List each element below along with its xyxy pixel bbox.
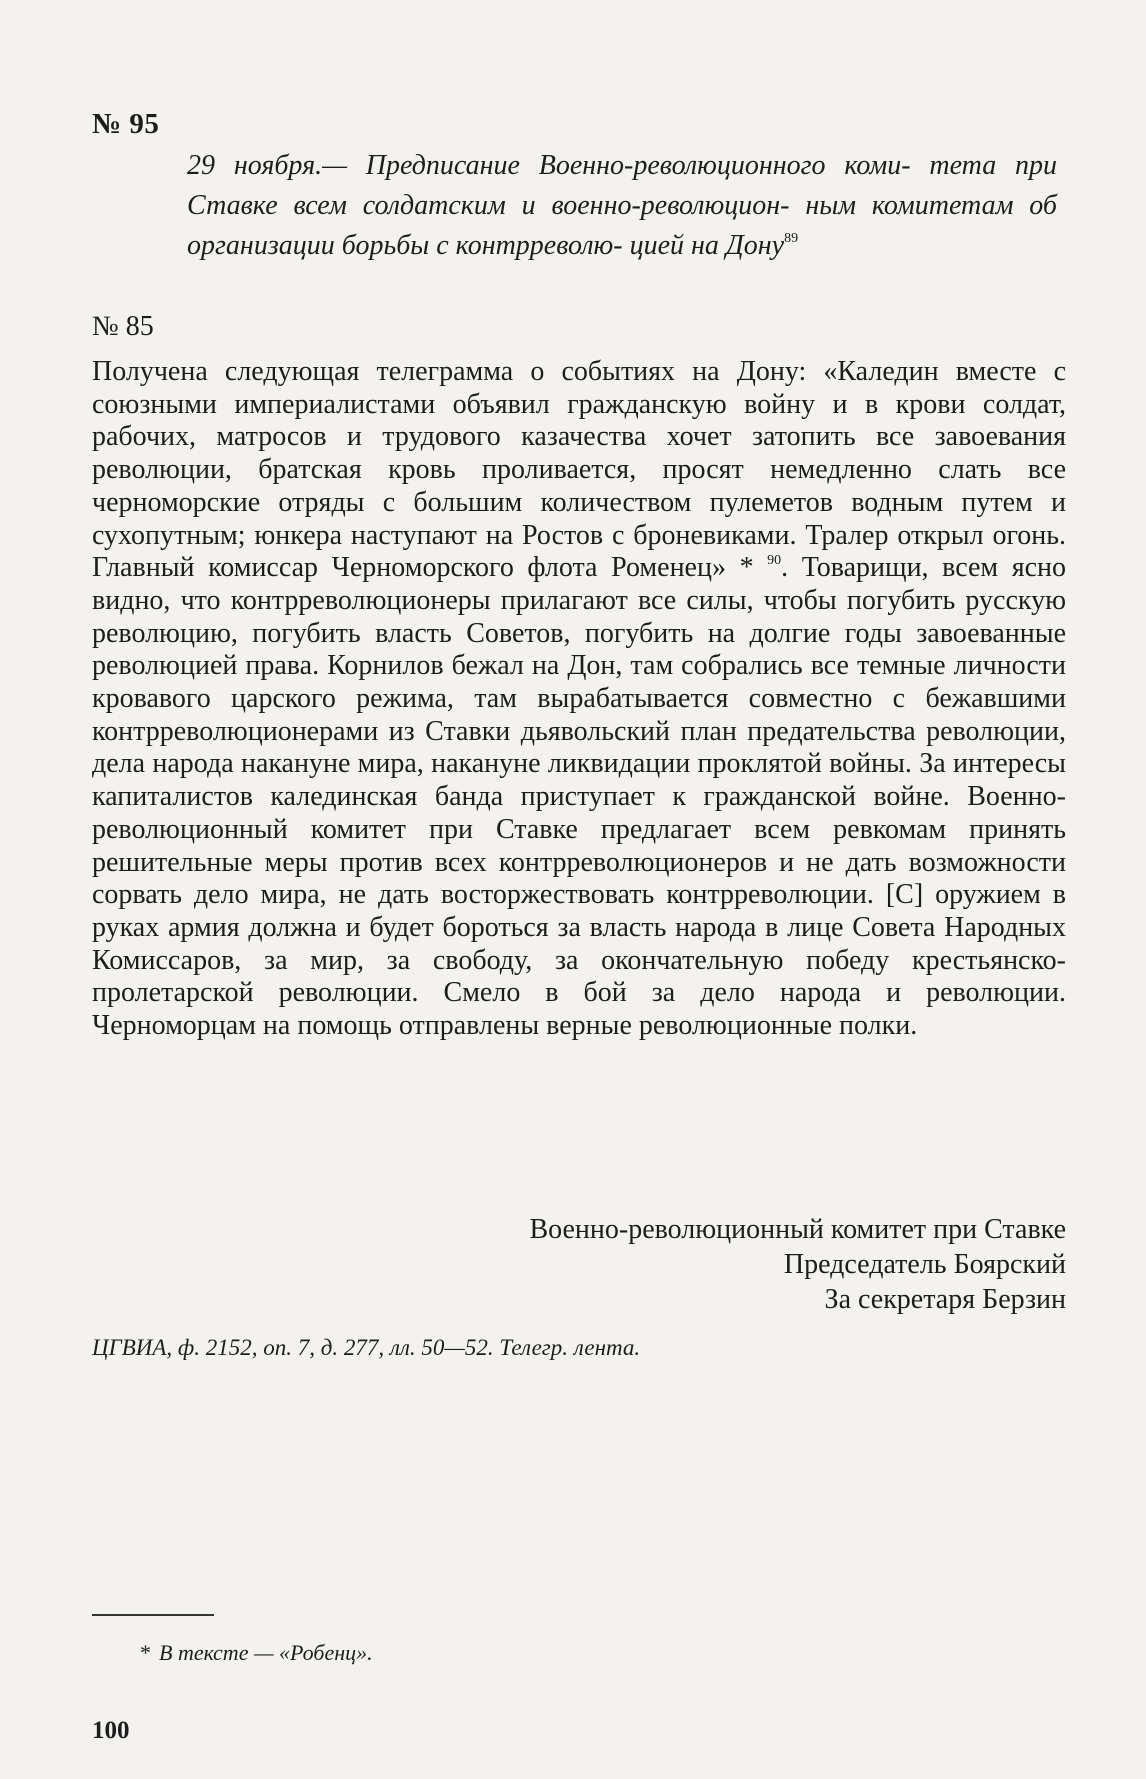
footnote-mark: * [140,1640,151,1665]
footnote-text: В тексте — «Робенц». [159,1640,373,1665]
telegram-number: № 85 [92,311,154,342]
signature-line: Председатель Боярский [783,1249,1066,1280]
heading-line: 29 ноября.— Предписание Военно-революционного коми- [187,150,911,181]
body-note-ref: 90 [767,553,782,569]
heading-note-ref: 89 [784,231,799,246]
footnote [140,1640,373,1666]
footnote-divider [92,1614,214,1616]
signature-block [529,1212,1066,1317]
heading-line: ным комитетам об организации борьбы с контрреволю- [187,190,1058,261]
page-number: 100 [92,1717,130,1744]
body-text-part-1: Получена следующая телеграмма о событиях на Дону: «Каледин вместе с союзными империалистами объявил гражданскую войну и в крови солдат, рабочих, матросов и трудового казачества хочет затопить все завоевания революции, братская кровь проливается, просят немедленно слать все черноморские отряды с большим количеством пулеметов водным путем и сухопутным; юнкера наступают на Ростов с броневиками. Тралер открыл огонь. Главный комиссар Черноморского флота Роменец» [92,356,1066,584]
signature-line: Военно-революционный комитет при Ставке [529,1214,1066,1245]
footnote-marker: * [739,552,754,584]
document-heading [187,146,1057,266]
body-text-part-2: . Товарищи, всем ясно видно, что контрреволюционеры прилагают все силы, чтобы погубить русскую революцию, погубить власть Советов, погубить на долгие годы завоеванные революцией права. Корнилов бежал на Дон, там собрались все темные личности кровавого царского режима, там вырабатывается совместно с бежавшими контрреволюционерами из Ставки дьявольский план предательства революции, дела народа накануне мира, накануне ликвидации проклятой войны. За интересы капиталистов калединская банда приступает к гражданской войне. Военно-революционный комитет при Ставке предлагает всем ревкомам принять решительные меры против всех контрреволюционеров и не дать возможности сорвать дело мира, не дать восторжествовать контрреволюции. [С] оружием в руках армия должна и будет бороться за власть народа в лице Совета Народных Комиссаров, за мир, за свободу, за окончательную победу крестьянско-пролетарской революции. Смело в бой за дело народа и революции. Черноморцам на помощь отправлены верные революционные полки. [92,552,1067,1042]
document-number: № 95 [92,108,160,140]
heading-line: тета при Ставке всем солдатским и военно-революцион- [187,150,1058,221]
telegram-body [92,356,1066,1043]
archive-source: ЦГВИА, ф. 2152, оп. 7, д. 277, лл. 50—52. Телегр. лента. [92,1335,641,1360]
signature-line: За секретаря Берзин [824,1284,1066,1315]
heading-line: цией на Дону [629,230,785,261]
